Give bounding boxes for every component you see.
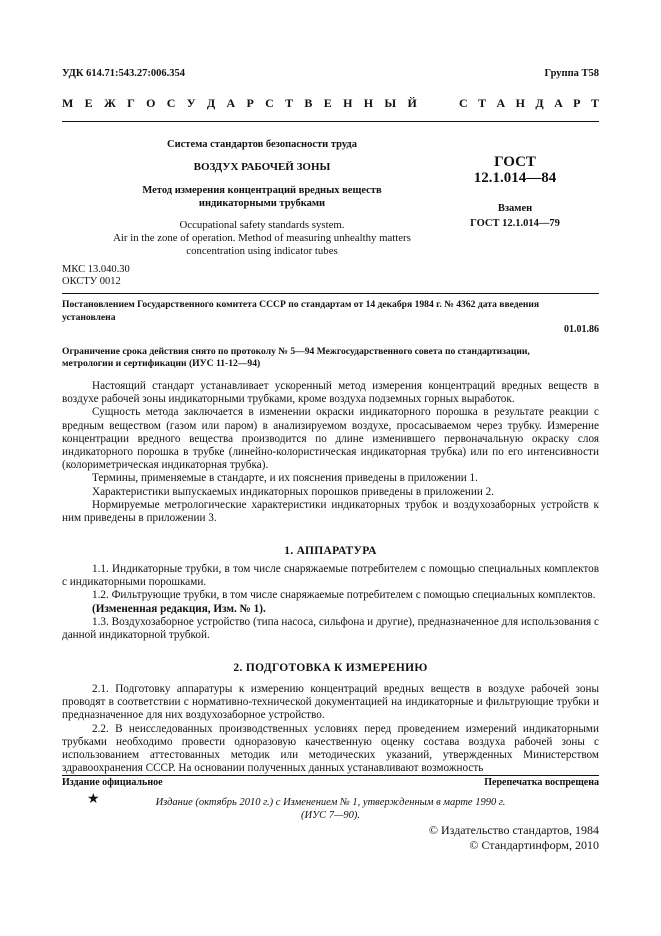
group-code: Группа Т58 [544,68,599,79]
banner-letter: В [304,96,313,110]
okstu-code: ОКСТУ 0012 [62,276,121,287]
banner-letter: А [496,96,506,110]
edition-line2: (ИУС 7—90). [301,810,360,821]
english-line1: Occupational safety standards system. [179,219,345,231]
subtitle-line2: индикаторными трубками [198,198,326,209]
banner-letter: М [62,96,74,110]
header-rule [62,121,599,122]
clause-1-1: 1.1. Индикаторные трубки, в том числе снаряжаемые потребителем с помощью специальных комплектов с индикаторными порошками. [62,563,599,589]
reprint-prohibited: Перепечатка воспрещена [484,777,599,788]
decree-line2: установлена [62,312,116,323]
english-line2: Air in the zone of operation. Method of measuring unhealthy matters [113,232,411,244]
banner-letter: Н [343,96,353,110]
banner-letter: С [265,96,274,110]
banner-letter: Н [515,96,525,110]
banner-letter: А [226,96,236,110]
section-2-heading: 2. ПОДГОТОВКА К ИЗМЕРЕНИЮ [233,662,428,674]
intro-paragraph: Настоящий стандарт устанавливает ускоренный метод измерения концентраций вредных веществ в воздухе рабочей зоны индикаторными трубками, кроме воздуха подземных горных выработок. [62,380,599,406]
clause-1-2: 1.2. Фильтрующие трубки, в том числе снаряжаемые потребителем с помощью специальных комплектов. [92,589,596,602]
section-1-heading: 1. АППАРАТУРА [284,545,377,557]
banner-letter: С [166,96,176,110]
banner-letter: Н [363,96,374,110]
banner-letter: Е [323,96,332,110]
clause-1-3: 1.3. Воздухозаборное устройство (типа насоса, сильфона и другие), предназначенное для использования с данной индикаторной трубкой. [62,615,599,642]
banner-letter: Д [535,96,544,110]
intro-paragraph: Характеристики выпускаемых индикаторных порошков приведены в приложении 2. [92,485,495,498]
banner-letter: Т [590,96,599,110]
intro-paragraph: Термины, применяемые в стандарте, и их пояснения приведены в приложении 1. [92,472,478,485]
replaces-label: Взамен [497,203,533,214]
udk-code: УДК 614.71:543.27:006.354 [62,68,185,79]
clause-2-2: 2.2. В неисследованных производственных условиях перед проведением измерений индикаторными трубками необходимо провести одноразовую качественную оценку состава воздуха рабочей зоны с использованием аттестованных методик или методических указаний, утвержденных Министерством здравоохранения СССР. На основании полученных данных устанавливают возможность [62,722,599,775]
banner-letter: Ж [103,96,116,110]
gost-number: 12.1.014—84 [473,170,557,186]
banner-letter: Р [573,96,581,110]
restriction-line2: метрологии и сертификации (ИУС 11-12—94) [62,358,261,369]
section-2-body [62,683,599,775]
decree-date: 01.01.86 [564,324,599,335]
banner-letter: О [146,96,156,110]
banner-letter: У [186,96,196,110]
banner-letter: Р [246,96,254,110]
mks-code: МКС 13.040.30 [62,264,130,275]
intro-body [62,380,599,525]
intro-paragraph: Сущность метода заключается в изменении окраски индикаторного порошка в результате реакции с вредным веществом (газом или паром) в анализируемом воздухе, просасываемом через трубку. Измерение концентрации вредного вещества производится по длине изменившего первоначальную окраску слоя индикаторного порошка в трубке (линейно-колористическая индикаторная трубка) или по его интенсивности (колориметрическая индикаторная трубка). [62,406,599,472]
standard-banner [62,96,599,111]
banner-letter: А [554,96,563,110]
titleblock-rule [62,293,599,294]
banner-letter: Т [478,96,487,110]
footer-rule [62,775,599,776]
document-title: ВОЗДУХ РАБОЧЕЙ ЗОНЫ [193,161,331,173]
system-name: Система стандартов безопасности труда [167,139,357,150]
banner-letter: Д [206,96,216,110]
clause-2-1: 2.1. Подготовку аппаратуры к измерению концентраций вредных веществ в воздухе рабочей зоны проводят в соответствии с нормативно-технической документацией на индикаторные и фильтрующие трубки и предназначенное для них воздухозаборное устройство. [62,683,599,722]
subtitle-line1: Метод измерения концентраций вредных веществ [142,185,382,196]
restriction-line1: Ограничение срока действия снято по протоколу № 5—94 Межгосударственного совета по стандартизации, [62,346,530,357]
banner-word-mezhgos [62,96,417,111]
star-icon: ★ [87,792,100,807]
replaces-number: ГОСТ 12.1.014—79 [470,218,560,229]
intro-paragraph: Нормируемые метрологические характеристики индикаторных трубок и воздухозаборных устройств к ним приведены в приложении 3. [62,498,599,525]
official-edition: Издание официальное [62,777,163,788]
banner-letter: Г [127,96,135,110]
edition-note: (Измененная редакция, Изм. № 1). [92,602,266,615]
decree-line1: Постановлением Государственного комитета СССР по стандартам от 14 декабря 1984 г. № 4362 дата введения [62,299,540,310]
edition-line1: Издание (октябрь 2010 г.) с Изменением № 1, утвержденным в марте 1990 г. [155,797,506,808]
copyright-1984: © Издательство стандартов, 1984 [428,823,599,837]
gost-label: ГОСТ [494,154,536,170]
banner-letter: Т [285,96,294,110]
banner-letter: Е [84,96,93,110]
banner-word-standart [459,96,599,111]
section-1-body [62,563,599,642]
copyright-2010: © Стандартинформ, 2010 [469,838,599,852]
banner-letter: С [459,96,468,110]
english-line3: concentration using indicator tubes [186,245,338,257]
banner-letter: Ы [384,96,397,110]
banner-letter: Й [407,96,417,110]
